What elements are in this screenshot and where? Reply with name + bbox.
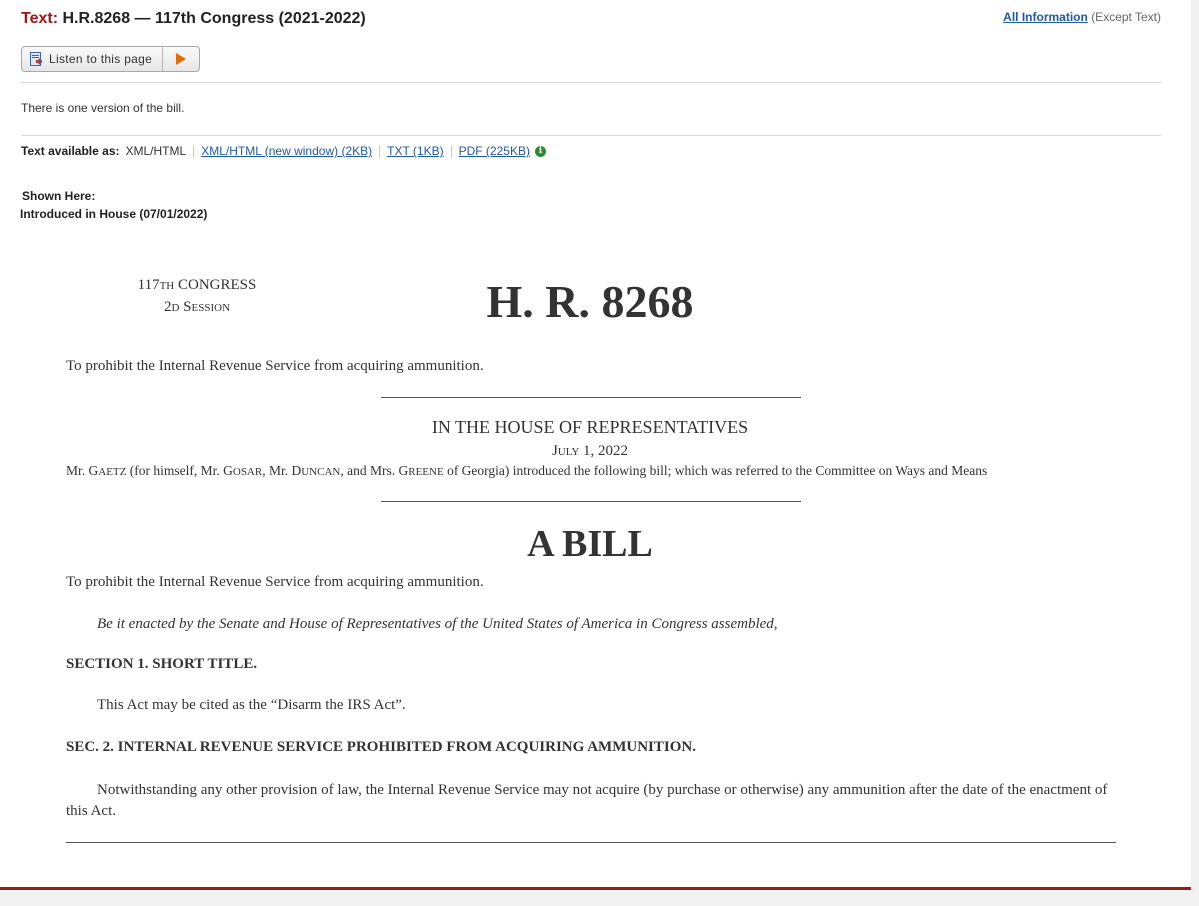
session-rest: ESSION [191, 302, 231, 314]
date-day-year: 1, 2022 [579, 443, 629, 459]
date-initial: J [551, 443, 558, 459]
cosponsor-name: REENE [408, 466, 444, 478]
format-label: Text available as: [21, 144, 120, 158]
session-initial: S [183, 299, 192, 315]
cosponsor-name: G [398, 463, 409, 478]
bill-number: H. R. 8268 [486, 276, 694, 327]
divider [381, 501, 801, 502]
info-icon[interactable]: i [535, 146, 546, 157]
footer [0, 890, 1199, 906]
section-2-heading: SEC. 2. INTERNAL REVENUE SERVICE PROHIBITED FROM ACQUIRING AMMUNITION. [66, 739, 696, 755]
sponsor-text: , and Mrs. [340, 463, 399, 478]
cosponsor-name: G [223, 463, 233, 478]
sponsor-text: of Georgia) introduced the following bill; which was referred to the Committee on Ways and Means [443, 463, 988, 478]
sponsor-line [66, 463, 987, 479]
version-note: There is one version of the bill. [21, 101, 185, 115]
play-icon [176, 53, 186, 65]
sponsor-text: , Mr. [262, 463, 292, 478]
congress-word: CONGRESS [178, 277, 257, 293]
congress-session [130, 275, 264, 319]
scrollbar-track[interactable] [1191, 0, 1199, 906]
introduced-date [340, 443, 840, 460]
speaker-icon [30, 52, 44, 67]
sponsor-text: (for himself, Mr. [126, 463, 224, 478]
section-1-text: This Act may be cited as the “Disarm the IRS Act”. [97, 697, 406, 713]
format-link-txt[interactable]: TXT (1KB) [387, 144, 444, 158]
separator [379, 145, 380, 158]
sponsor-text: Mr. [66, 463, 89, 478]
enacting-clause: Be it enacted by the Senate and House of Representatives of the United States of America in Congress assembled, [97, 616, 778, 632]
date-month-rest: ULY [557, 446, 580, 458]
session-number: 2 [163, 299, 172, 315]
divider [381, 397, 801, 398]
all-info [1003, 10, 1161, 24]
chamber-heading: IN THE HOUSE OF REPRESENTATIVES [431, 417, 749, 437]
a-bill-heading: A BILL [527, 523, 653, 565]
format-current: XML/HTML [125, 144, 187, 158]
play-button[interactable] [162, 47, 199, 71]
session-suffix: D [171, 302, 180, 314]
title-label: Text: [21, 10, 59, 27]
listen-button[interactable] [22, 47, 162, 71]
section-2-text: Notwithstanding any other provision of law, the Internal Revenue Service may not acquire (by purchase or otherwise) any ammunition after the date of the enactment of this Act. [66, 782, 1108, 819]
separator [451, 145, 452, 158]
bill-purpose-repeat: To prohibit the Internal Revenue Service from acquiring ammunition. [66, 574, 484, 590]
all-information-link[interactable]: All Information [1003, 10, 1088, 24]
congress-line [130, 275, 264, 297]
session-line [130, 297, 264, 319]
cosponsor-name: UNCAN [301, 466, 341, 478]
listen-label: Listen to this page [49, 52, 153, 66]
sponsor-name: AETZ [98, 466, 127, 478]
section-1-heading: SECTION 1. SHORT TITLE. [66, 656, 258, 672]
shown-here-value: Introduced in House (07/01/2022) [20, 207, 208, 221]
all-info-note: (Except Text) [1091, 10, 1161, 24]
page-title [21, 10, 366, 28]
format-link-xml-new-window[interactable]: XML/HTML (new window) (2KB) [201, 144, 373, 158]
shown-here-heading: Shown Here: [22, 189, 96, 203]
cosponsor-name: OSAR [232, 466, 263, 478]
sponsor-name: G [88, 463, 99, 478]
congress-number: 117 [137, 277, 160, 293]
divider [21, 82, 1161, 83]
divider [21, 135, 1161, 136]
listen-widget[interactable] [21, 46, 200, 72]
title-text: H.R.8268 — 117th Congress (2021-2022) [62, 10, 366, 27]
format-link-pdf[interactable]: PDF (225KB) [458, 144, 530, 158]
divider [66, 842, 1116, 843]
cosponsor-name: D [291, 463, 302, 478]
format-bar [21, 144, 546, 158]
bill-purpose: To prohibit the Internal Revenue Service from acquiring ammunition. [66, 358, 484, 374]
congress-suffix: TH [159, 280, 175, 292]
separator [193, 145, 194, 158]
